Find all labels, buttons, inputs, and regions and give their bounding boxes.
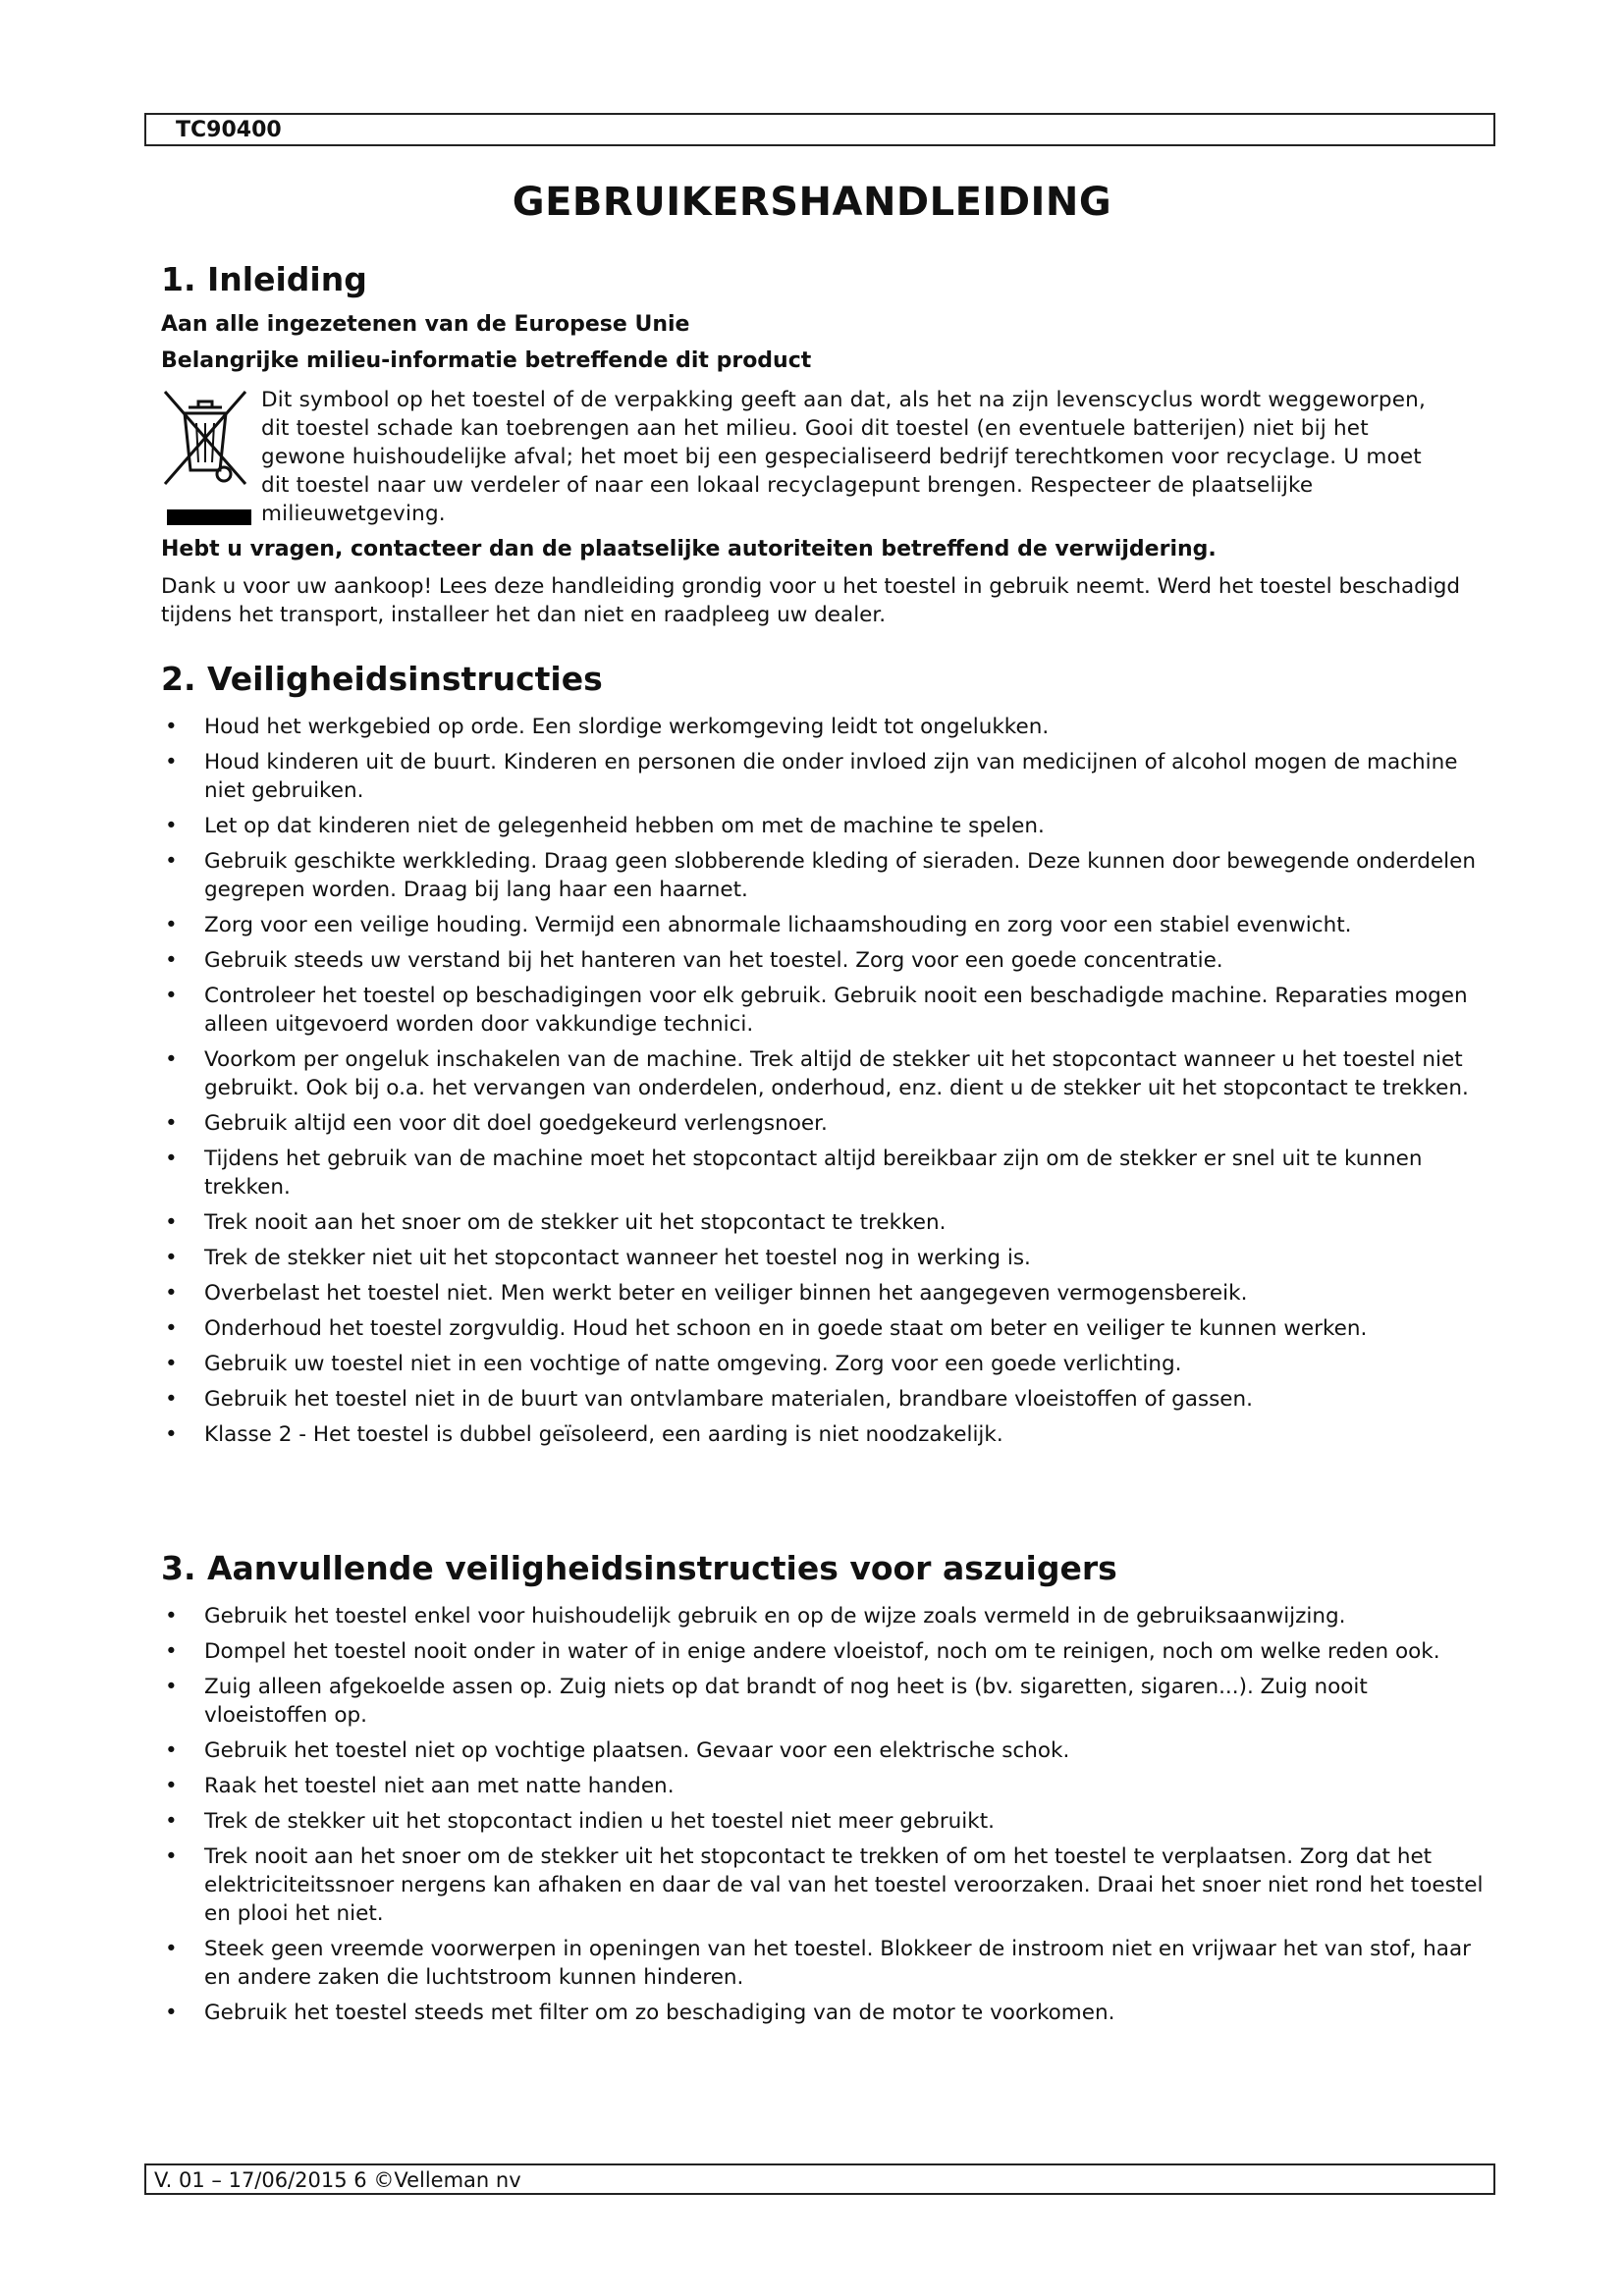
list-item: • Let op dat kinderen niet de gelegenheid hebben om met de machine te spelen. [161,812,1496,840]
list-item: • Gebruik het toestel steeds met filter om zo beschadiging van de motor te voorkomen. [161,1999,1496,2027]
model-number: TC90400 [176,118,282,142]
environment-text: Dit symbool op het toestel of de verpakking geeft aan dat, als het na zijn levenscyclus wordt weggeworpen, dit toestel schade kan toebrengen aan het milieu. Gooi dit toestel (en eventuele batterijen) niet bij het gewone huishoudelijke afval; het moet bij een gespecialiseerd bedrijf terechtkomen voor recyclage. U moet dit toestel naar uw verdeler of naar een lokaal recyclagepunt brengen. Respecteer de plaatselijke milieuwetgeving. [261,388,1426,526]
eu-heading: Aan alle ingezetenen van de Europese Unie [161,312,690,337]
safety-instructions-list [161,713,1496,1456]
crossed-out-wheelie-bin-icon [159,386,251,492]
list-item: • Gebruik het toestel niet in de buurt van ontvlambare materialen, brandbare vloeistoffen of gassen. [161,1385,1496,1414]
list-item: • Overbelast het toestel niet. Men werkt beter en veiliger binnen het aangegeven vermogensbereik. [161,1279,1496,1308]
list-item: • Trek de stekker uit het stopcontact indien u het toestel niet meer gebruikt. [161,1807,1496,1836]
list-item: • Klasse 2 - Het toestel is dubbel geïsoleerd, een aarding is niet noodzakelijk. [161,1420,1496,1449]
list-item: • Gebruik uw toestel niet in een vochtige of natte omgeving. Zorg voor een goede verlichting. [161,1350,1496,1378]
list-item: • Trek nooit aan het snoer om de stekker uit het stopcontact te trekken. [161,1208,1496,1237]
list-item: • Raak het toestel niet aan met natte handen. [161,1772,1496,1800]
section-1-heading: 1. Inleiding [161,260,367,298]
list-item: • Zorg voor een veilige houding. Vermijd een abnormale lichaamshouding en zorg voor een stabiel evenwicht. [161,911,1496,939]
list-item: • Trek de stekker niet uit het stopcontact wanneer het toestel nog in werking is. [161,1244,1496,1272]
list-item: • Trek nooit aan het snoer om de stekker uit het stopcontact te trekken of om het toestel te verplaatsen. Zorg dat het elektriciteitssnoer nergens kan afhaken en daar de val van het toestel veroorzaken. Draai het snoer niet rond het toestel en plooi het niet. [161,1842,1496,1928]
section-2-heading: 2. Veiligheidsinstructies [161,660,603,698]
thanks-text: Dank u voor uw aankoop! Lees deze handleiding grondig voor u het toestel in gebruik neemt. Werd het toestel beschadigd tijdens het transport, installeer het dan niet en raadpleeg uw dealer. [161,574,1461,627]
document-title: GEBRUIKERSHANDLEIDING [512,180,1112,225]
list-item: • Zuig alleen afgekoelde assen op. Zuig niets op dat brandt of nog heet is (bv. sigaretten, sigaren...). Zuig nooit vloeistoffen op. [161,1673,1496,1730]
list-item: • Houd het werkgebied op orde. Een slordige werkomgeving leidt tot ongelukken. [161,713,1496,741]
questions-text: Hebt u vragen, contacteer dan de plaatselijke autoriteiten betreffend de verwijdering. [161,537,1217,561]
vacuum-safety-list [161,1602,1496,2034]
list-item: • Dompel het toestel nooit onder in water of in enige andere vloeistof, noch om te reinigen, noch om welke reden ook. [161,1637,1496,1666]
list-item: • Tijdens het gebruik van de machine moet het stopcontact altijd bereikbaar zijn om de stekker er snel uit te kunnen trekken. [161,1145,1496,1201]
list-item: • Onderhoud het toestel zorgvuldig. Houd het schoon en in goede staat om beter en veiliger te kunnen werken. [161,1314,1496,1343]
section-3-heading: 3. Aanvullende veiligheidsinstructies voor aszuigers [161,1549,1117,1587]
list-item: • Controleer het toestel op beschadigingen voor elk gebruik. Gebruik nooit een beschadigde machine. Reparaties mogen alleen uitgevoerd worden door vakkundige technici. [161,982,1496,1039]
list-item: • Houd kinderen uit de buurt. Kinderen en personen die onder invloed zijn van medicijnen of alcohol mogen de machine niet gebruiken. [161,748,1496,805]
list-item: • Gebruik geschikte werkkleding. Draag geen slobberende kleding of sieraden. Deze kunnen door bewegende onderdelen gegrepen worden. Draag bij lang haar een haarnet. [161,847,1496,904]
list-item: • Gebruik steeds uw verstand bij het hanteren van het toestel. Zorg voor een goede concentratie. [161,946,1496,975]
list-item: • Gebruik het toestel enkel voor huishoudelijk gebruik en op de wijze zoals vermeld in de gebruiksaanwijzing. [161,1602,1496,1630]
environment-heading: Belangrijke milieu-informatie betreffende dit product [161,348,812,373]
list-item: • Gebruik het toestel niet op vochtige plaatsen. Gevaar voor een elektrische schok. [161,1736,1496,1765]
footer-text: V. 01 – 17/06/2015 6 ©Velleman nv [154,2168,521,2192]
list-item: • Gebruik altijd een voor dit doel goedgekeurd verlengsnoer. [161,1109,1496,1138]
header-box [144,113,1495,146]
list-item: • Steek geen vreemde voorwerpen in openingen van het toestel. Blokkeer de instroom niet en vrijwaar het van stof, haar en andere zaken die luchtstroom kunnen hinderen. [161,1935,1496,1992]
weee-bar [167,509,251,525]
list-item: • Voorkom per ongeluk inschakelen van de machine. Trek altijd de stekker uit het stopcontact wanneer u het toestel niet gebruikt. Ook bij o.a. het vervangen van onderdelen, onderhoud, enz. dient u de stekker uit het stopcontact te trekken. [161,1045,1496,1102]
footer-box [144,2163,1495,2195]
